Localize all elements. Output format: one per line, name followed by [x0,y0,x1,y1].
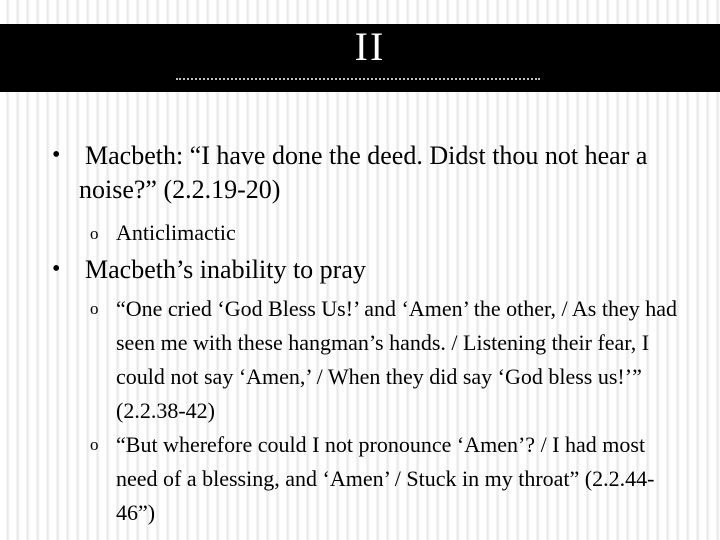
bullet-2-2-marker: o [90,435,99,454]
bullet-1-text-content: Macbeth: “I have done the deed. Didst thou not hear a noise?” (2.2.19-20) [79,141,648,204]
bullet-1-text [79,139,679,207]
slide-title: II [354,24,386,69]
bullet-1-1-text: Anticlimactic [116,220,236,245]
bullet-2-1-text: “One cried ‘God Bless Us!’ and ‘Amen’ the other, / As they had seen me with these hangman’s hands. / Listening their fear, I could not say ‘Amen,’ / When they did say ‘God bless us!’” (2.2.38-42) [116,296,677,423]
bullet-1-1-marker: o [90,224,99,243]
bullet-2-text: Macbeth’s inability to pray [85,255,366,284]
bullet-2-1-marker: o [90,299,99,318]
bullet-1-marker: • [52,142,61,168]
bullet-2-marker: • [52,256,61,282]
bullet-2-2-text: “But wherefore could I not pronounce ‘Amen’? / I had most need of a blessing, and ‘Amen’ / Stuck in my throat” (2.2.44-46”) [116,432,655,525]
